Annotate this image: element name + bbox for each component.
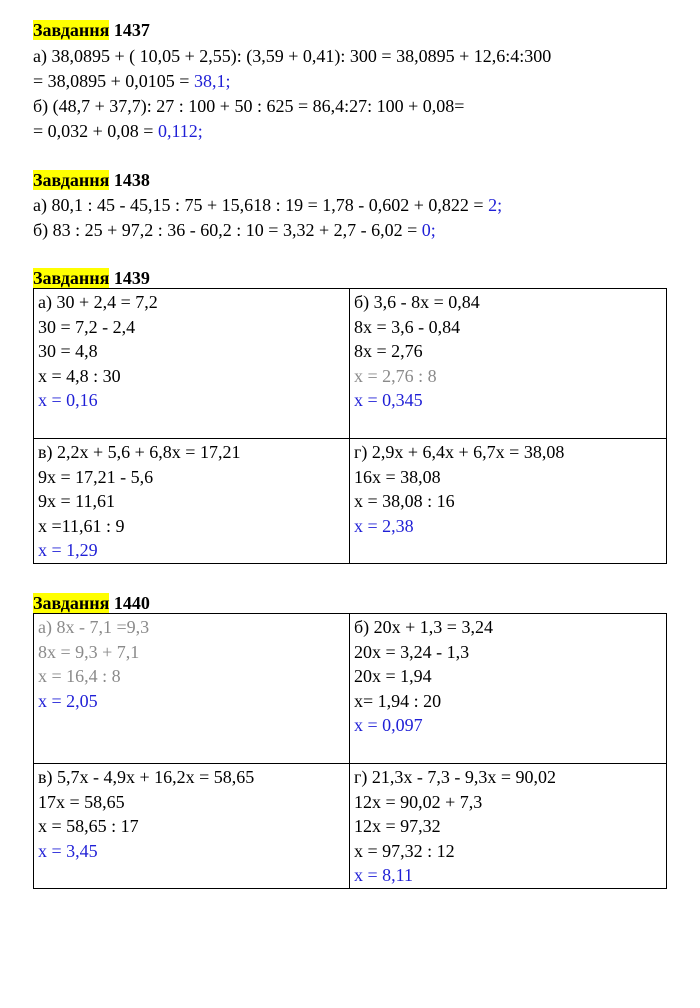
equation-line: 12x = 97,32 (354, 816, 441, 836)
task-1439-cell-d (350, 439, 667, 564)
equation-answer: x = 0,097 (354, 715, 423, 735)
task-1440-table (33, 613, 667, 889)
task-1437-line-2 (33, 70, 230, 92)
task-1438-heading (33, 169, 150, 191)
task-1438-word: Завдання (33, 170, 110, 190)
equation-line: 9x = 17,21 - 5,6 (38, 466, 154, 487)
table-row (34, 614, 667, 764)
equation-line: 8x = 2,76 (354, 341, 423, 361)
equation-line: x= 1,94 : 20 (354, 690, 442, 711)
equation-line: x = 38,08 : 16 (354, 491, 455, 511)
equation-line: x = 4,8 : 30 (38, 365, 121, 386)
task-1437-word: Завдання (33, 20, 110, 40)
equation-answer: x = 2,05 (38, 690, 98, 711)
equation-answer: x = 2,38 (354, 515, 414, 536)
task-1440-cell-d (350, 764, 667, 889)
task-1440-cell-b (350, 614, 667, 764)
line-answer: 2; (488, 195, 503, 215)
task-1438-line-1 (33, 194, 502, 216)
equation-line: x =11,61 : 9 (38, 515, 125, 536)
equation-line: 8x = 3,6 - 0,84 (354, 316, 461, 337)
task-1437-line-4 (33, 120, 203, 142)
equation-line: в) 2,2x + 5,6 + 6,8x = 17,21 (38, 442, 241, 462)
task-1440-cell-a (34, 614, 350, 764)
equation-line: 30 = 7,2 - 2,4 (38, 316, 136, 337)
task-1438-number: 1438 (109, 170, 150, 190)
equation-line: г) 21,3x - 7,3 - 9,3x = 90,02 (354, 767, 557, 787)
line-answer: 0; (421, 220, 436, 240)
task-1439-cell-a (34, 289, 350, 439)
table-row (34, 289, 667, 439)
equation-line: а) 30 + 2,4 = 7,2 (38, 292, 158, 312)
equation-line: 17x = 58,65 (38, 791, 125, 812)
task-1439-table (33, 288, 667, 564)
equation-line: г) 2,9x + 6,4x + 6,7x = 38,08 (354, 442, 565, 462)
line-answer: 38,1; (193, 71, 231, 91)
task-1437-line-3 (33, 95, 464, 117)
task-1437-line-1 (33, 45, 551, 67)
equation-line: x = 58,65 : 17 (38, 816, 139, 836)
line-text: б) (48,7 + 37,7): 27 : 100 + 50 : 625 = 86,4:27: 100 + 0,08= (33, 96, 465, 116)
equation-line: 9x = 11,61 (38, 491, 115, 511)
line-text: б) 83 : 25 + 97,2 : 36 - 60,2 : 10 = 3,32 + 2,7 - 6,02 = (33, 220, 422, 240)
equation-answer: x = 0,345 (354, 390, 423, 410)
equation-answer: x = 1,29 (38, 540, 98, 560)
equation-answer: x = 0,16 (38, 390, 98, 410)
table-row (34, 764, 667, 889)
equation-line: x = 2,76 : 8 (354, 365, 437, 386)
equation-line: в) 5,7x - 4,9x + 16,2x = 58,65 (38, 767, 255, 787)
task-1440-cell-c (34, 764, 350, 889)
task-1439-cell-b (350, 289, 667, 439)
line-answer: 0,112; (157, 121, 203, 141)
equation-answer: x = 8,11 (354, 865, 413, 885)
task-1439-heading (33, 267, 150, 289)
equation-line: x = 97,32 : 12 (354, 840, 455, 861)
equation-line: б) 3,6 - 8x = 0,84 (354, 292, 480, 312)
task-1439-cell-c (34, 439, 350, 564)
equation-answer: x = 3,45 (38, 840, 98, 861)
task-1440-word: Завдання (33, 593, 110, 613)
line-text: а) 38,0895 + ( 10,05 + 2,55): (3,59 + 0,41): 300 = 38,0895 + 12,6:4:300 (33, 46, 552, 66)
task-1440-heading (33, 592, 150, 614)
equation-line: а) 8x - 7,1 =9,3 (38, 617, 150, 637)
task-1439-number: 1439 (109, 268, 150, 288)
equation-line: б) 20x + 1,3 = 3,24 (354, 617, 493, 637)
task-1439-word: Завдання (33, 268, 110, 288)
table-row (34, 439, 667, 564)
equation-line: 12x = 90,02 + 7,3 (354, 791, 483, 812)
task-1437-number: 1437 (109, 20, 150, 40)
equation-line: 8x = 9,3 + 7,1 (38, 641, 140, 662)
line-text: = 0,032 + 0,08 = (33, 121, 158, 141)
equation-line: 20x = 1,94 (354, 666, 432, 686)
equation-line: 16x = 38,08 (354, 466, 441, 487)
task-1437-heading (33, 19, 150, 41)
task-1440-number: 1440 (109, 593, 150, 613)
task-1438-line-2 (33, 219, 436, 241)
equation-line: x = 16,4 : 8 (38, 666, 121, 686)
line-text: = 38,0895 + 0,0105 = (33, 71, 194, 91)
equation-line: 30 = 4,8 (38, 341, 98, 361)
equation-line: 20x = 3,24 - 1,3 (354, 641, 470, 662)
line-text: а) 80,1 : 45 - 45,15 : 75 + 15,618 : 19 = 1,78 - 0,602 + 0,822 = (33, 195, 489, 215)
